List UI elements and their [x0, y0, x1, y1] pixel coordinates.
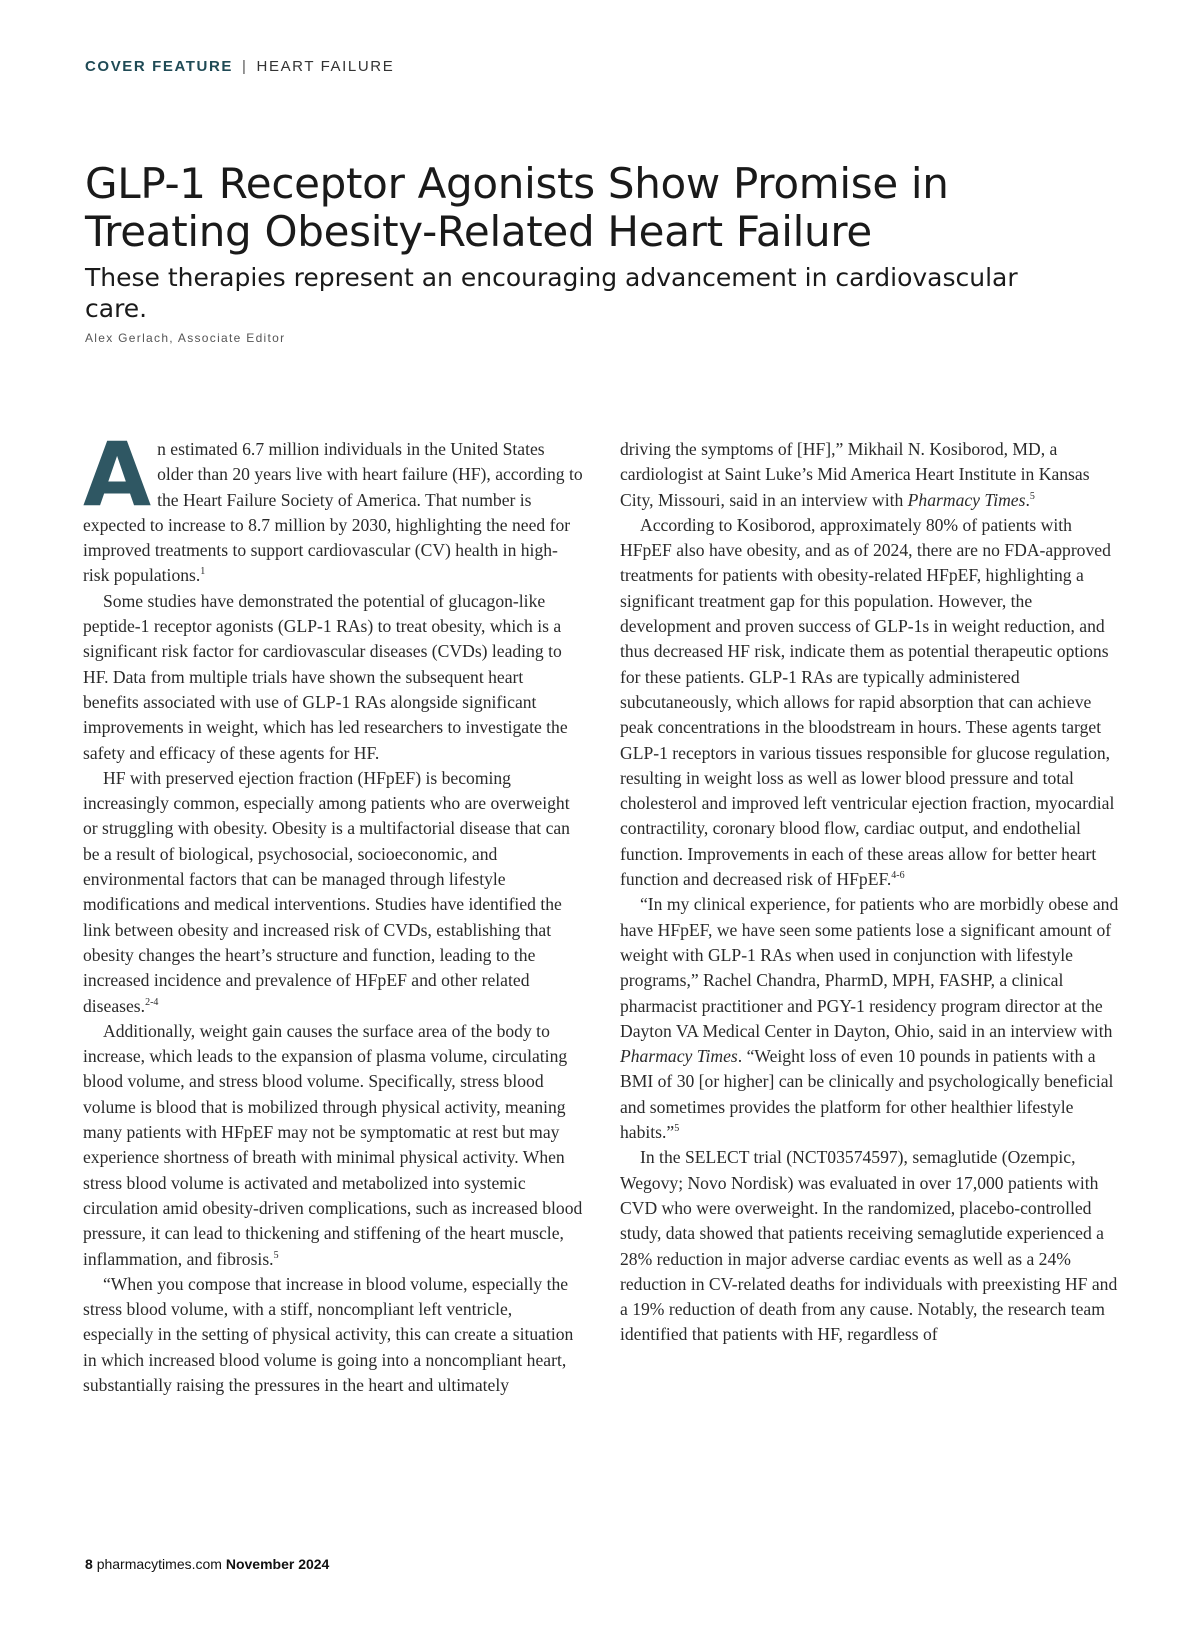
page-number: 8 [85, 1556, 93, 1572]
issue-date: November 2024 [225, 1556, 330, 1572]
article-title [85, 160, 1125, 256]
paragraph-7 [620, 513, 1125, 892]
kicker-separator: | [242, 58, 248, 75]
paragraph-6-end: . [1025, 489, 1030, 510]
reference-marker: 2-4 [145, 996, 159, 1008]
paragraph-4 [83, 1019, 583, 1272]
article-subtitle: These therapies represent an encouraging advancement in cardiovascular care. [85, 263, 1018, 323]
paragraph-1-text: n estimated 6.7 million individuals in the United States older than 20 years live with heart failure (HF), according to the Heart Failure Society of America. That number is expected to increase to 8.7 million by 2030, highlighting the need for improved treatments to support cardiovascular (CV) health in high-risk populations. [83, 439, 583, 586]
paragraph-8 [620, 892, 1125, 1145]
paragraph-8-text-b: . “Weight loss of even 10 pounds in patients with a BMI of 30 [or higher] can be clinically and psychologically beneficial and sometimes provides the platform for other healthier lifestyle habits.” [620, 1046, 1114, 1143]
reference-marker: 5 [674, 1123, 680, 1135]
paragraph-3 [83, 766, 583, 1019]
paragraph-2: Some studies have demonstrated the potential of glucagon-like peptide-1 receptor agonists (GLP-1 RAs) to treat obesity, which is a significant risk factor for cardiovascular diseases (CVDs) leading to HF. Data from multiple trials have shown the subsequent heart benefits associated with use of GLP-1 RAs alongside significant improvements in weight, which has led researchers to investigate the safety and efficacy of these agents for HF. [83, 590, 568, 763]
paragraph-9: In the SELECT trial (NCT03574597), semaglutide (Ozempic, Wegovy; Novo Nordisk) was evaluated in over 17,000 patients with CVD who were overweight. In the randomized, placebo-controlled study, data showed that patients receiving semaglutide experienced a 28% reduction in major adverse cardiac events as well as a 24% reduction in CV-related deaths for individuals with preexisting HF and a 19% reduction of death from any cause. Notably, the research team identified that patients with HF, regardless of [620, 1147, 1118, 1345]
reference-marker: 5 [1029, 490, 1035, 502]
paragraph-4-text: Additionally, weight gain causes the surface area of the body to increase, which leads to the expansion of plasma volume, circulating blood volume, and stress blood volume. Specifically, stress blood volume is blood that is mobilized through physical activity, meaning many patients with HFpEF may not be symptomatic at rest but may experience shortness of breath with minimal physical activity. When stress blood volume is activated and metabolized into systemic circulation amid obesity-driven complications, such as increased blood pressure, it can lead to thickening and stiffening of the heart muscle, inflammation, and fibrosis. [83, 1020, 583, 1269]
drop-cap: A [83, 423, 152, 526]
paragraph-3-text: HF with preserved ejection fraction (HFpEF) is becoming increasingly common, especially among patients who are overweight or struggling with obesity. Obesity is a multifactorial disease that can be a result of biological, psychosocial, socioeconomic, and environmental factors that can be managed through lifestyle modifications and medical interventions. Studies have identified the link between obesity and increased risk of CVDs, establishing that obesity changes the heart’s structure and function, leading to the increased incidence and prevalence of HFpEF and other related diseases. [83, 767, 570, 1016]
paragraph-1 [83, 423, 583, 589]
reference-marker: 1 [200, 566, 206, 578]
publication-name: Pharmacy Times [620, 1046, 738, 1067]
topic-label: HEART FAILURE [256, 58, 395, 75]
paragraph-6 [620, 437, 1125, 513]
section-label: COVER FEATURE [85, 58, 234, 75]
reference-marker: 5 [273, 1249, 279, 1261]
title-line-1: GLP-1 Receptor Agonists Show Promise in [85, 159, 949, 208]
paragraph-6-text: driving the symptoms of [HF],” Mikhail N. Kosiborod, MD, a cardiologist at Saint Luke’s Mid America Heart Institute in Kansas City, Missouri, said in an interview with [620, 439, 1090, 510]
reference-marker: 4-6 [891, 870, 905, 882]
section-kicker [85, 58, 394, 75]
paragraph-8-text-a: “In my clinical experience, for patients who are morbidly obese and have HFpEF, we have seen some patients lose a significant amount of weight with GLP-1 RAs when used in conjunction with lifestyle programs,” Rachel Chandra, PharmD, MPH, FASHP, a clinical pharmacist practitioner and PGY-1 residency program director at the Dayton VA Medical Center in Dayton, Ohio, said in an interview with [620, 894, 1119, 1041]
left-column [83, 423, 583, 1398]
publication-name: Pharmacy Times [907, 489, 1026, 510]
paragraph-7-text: According to Kosiborod, approximately 80% of patients with HFpEF also have obesity, and as of 2024, there are no FDA-approved treatments for patients with obesity-related HFpEF, highlighting a significant treatment gap for this population. However, the development and proven success of GLP-1s in weight reduction, and thus decreased HF risk, indicate them as potential therapeutic options for these patients. GLP-1 RAs are typically administered subcutaneously, which allows for rapid absorption that can achieve peak concentrations in the bloodstream in hours. These agents target GLP-1 receptors in various tissues responsible for glucose regulation, resulting in weight loss as well as lower blood pressure and total cholesterol and improved left ventricular ejection fraction, myocardial contractility, coronary blood flow, cardiac output, and endothelial function. Improvements in each of these areas allow for better heart function and decreased risk of HFpEF. [620, 514, 1115, 890]
title-line-2: Treating Obesity-Related Heart Failure [85, 207, 872, 256]
page-footer [85, 1556, 329, 1572]
paragraph-5: “When you compose that increase in blood volume, especially the stress blood volume, with a stiff, noncompliant left ventricle, especially in the setting of physical activity, this can create a situation in which increased blood volume is going into a noncompliant heart, substantially raising the pressures in the heart and ultimately [83, 1273, 574, 1395]
website-link[interactable]: pharmacytimes.com [96, 1556, 222, 1572]
right-column [620, 437, 1125, 1348]
byline: Alex Gerlach, Associate Editor [85, 331, 286, 345]
